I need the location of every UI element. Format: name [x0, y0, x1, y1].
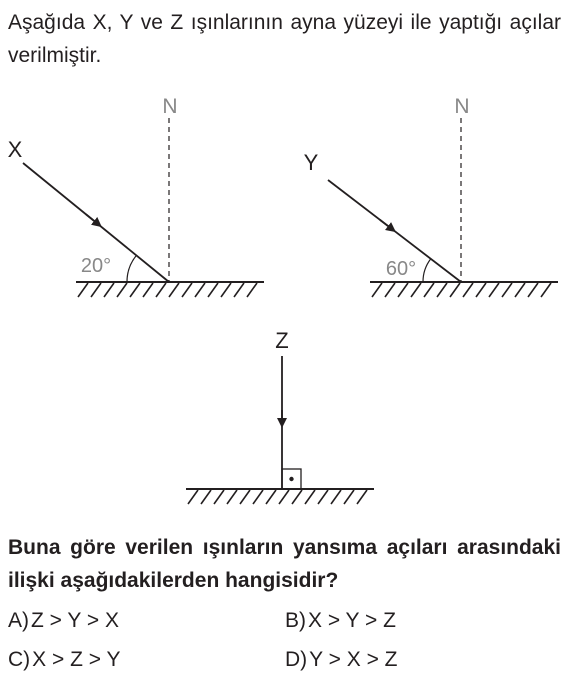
mirror-z-diagram: [186, 328, 374, 504]
option-a-letter: A): [8, 609, 29, 632]
ray-label-x: X: [7, 137, 23, 162]
option-d[interactable]: [285, 646, 398, 674]
angle-arc-y: [423, 259, 431, 282]
angle-label-x: 20°: [80, 255, 112, 277]
option-d-letter: D): [285, 648, 308, 671]
mirror-z-hatch: [188, 490, 367, 504]
mirror-x-diagram: [8, 95, 264, 297]
option-b-text: X > Y > Z: [308, 609, 396, 632]
option-a[interactable]: [8, 607, 119, 635]
option-b[interactable]: [285, 607, 396, 635]
angle-label-y: 60°: [385, 258, 417, 280]
option-d-text: Y > X > Z: [309, 648, 398, 671]
mirror-y-diagram: [304, 95, 558, 297]
option-a-text: Z > Y > X: [31, 609, 119, 632]
option-b-letter: B): [285, 609, 306, 632]
arrow-x: [86, 214, 98, 224]
normal-label-y: N: [454, 95, 470, 118]
right-angle-dot-z: [289, 477, 293, 481]
normal-label-x: N: [162, 95, 178, 118]
mirror-y-hatch: [372, 283, 551, 297]
angle-arc-x: [127, 255, 136, 282]
option-c-text: X > Z > Y: [32, 648, 121, 671]
question-text: Buna göre verilen ışınların yansıma açıları arasındaki ilişki aşağıdakilerden hangisidir?: [8, 536, 561, 592]
arrow-y: [380, 220, 392, 229]
mirror-x-hatch: [78, 283, 257, 297]
intro-text: Aşağıda X, Y ve Z ışınlarının ayna yüzeyi ile yaptığı açılar verilmiştir.: [8, 11, 561, 67]
option-c-letter: C): [8, 648, 31, 671]
ray-label-y: Y: [303, 150, 319, 175]
ray-label-z: Z: [275, 328, 289, 353]
option-c[interactable]: [8, 646, 121, 674]
